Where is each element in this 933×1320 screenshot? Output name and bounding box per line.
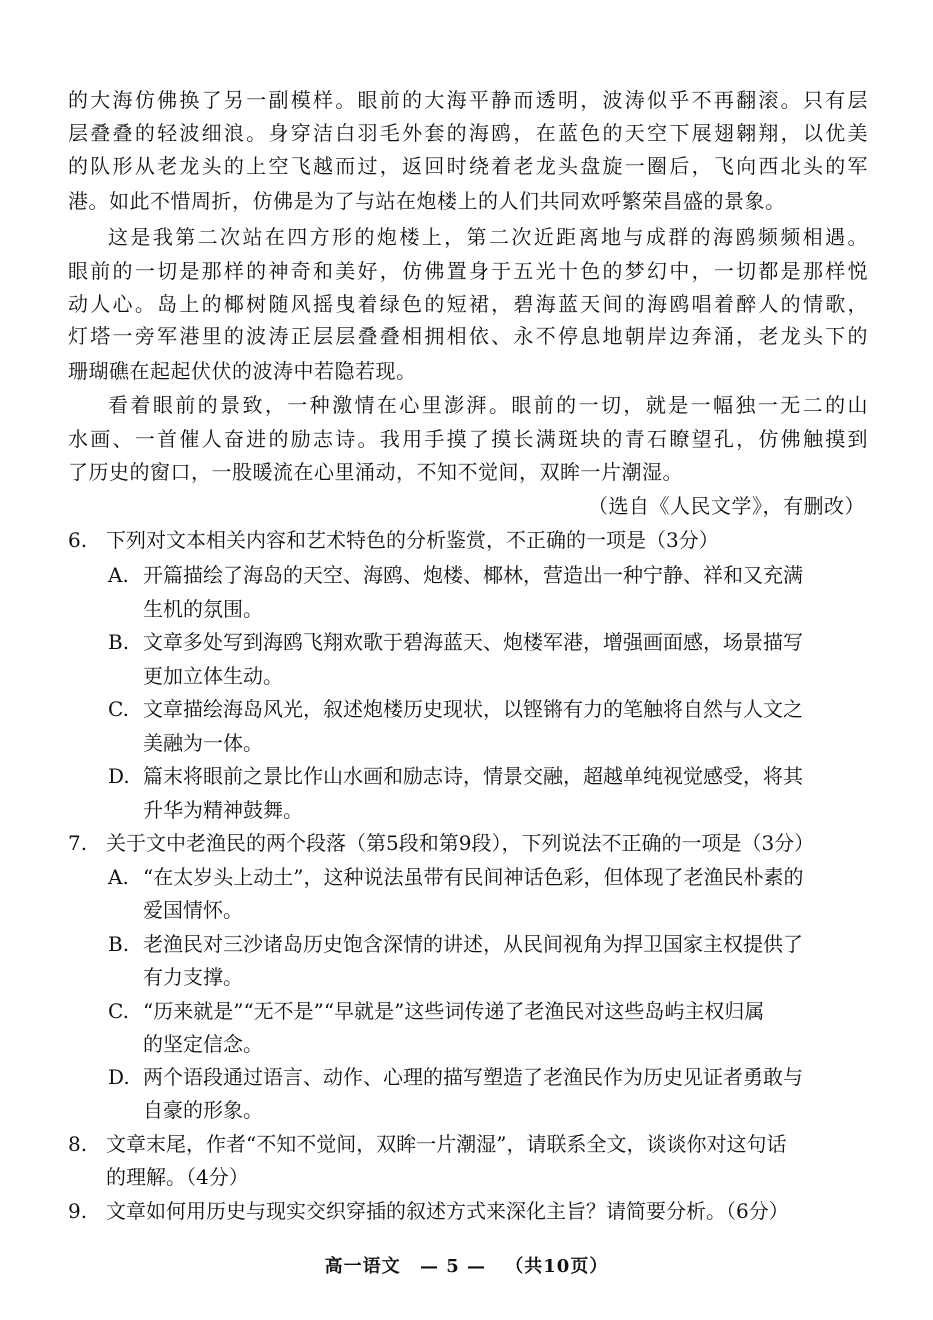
option-text: 文章多处写到海鸥飞翔欢歌于碧海蓝天、炮楼军港，增强画面感，场景描写 [143,630,803,654]
question-text: 文章如何用历史与现实交织穿插的叙述方式来深化主旨？请简要分析。（6分） [106,1199,789,1223]
option-letter: A. [108,563,129,587]
passage-line: 珊瑚礁在起起伏伏的波涛中若隐若现。 [68,359,417,383]
option-text: 更加立体生动。 [143,664,283,688]
passage-line: 的队形从老龙头的上空飞越而过，返回时绕着老龙头盘旋一圈后，飞向西北头的军 [68,154,868,178]
option-letter: C. [108,999,129,1023]
footer-subject: 高一语文 [324,1256,401,1277]
option-text: 自豪的形象。 [143,1098,263,1122]
option-text: “历来就是”“无不是”“早就是”这些词传递了老渔民对这些岛屿主权归属 [143,999,765,1023]
question-number: 8. [68,1132,88,1156]
option-text: 生机的氛围。 [143,597,263,621]
passage-line: 的大海仿佛换了另一副模样。眼前的大海平静而透明，波涛似乎不再翻滚。只有层 [68,88,868,112]
passage-source: （选自《人民文学》，有删改） [588,494,865,518]
option-letter: D. [108,1065,130,1089]
option-text: 升华为精神鼓舞。 [143,798,303,822]
option-text: “在太岁头上动土”，这种说法虽带有民间神话色彩，但体现了老渔民朴素的 [143,865,804,889]
passage-line: 看着眼前的景致，一种激情在心里澎湃。眼前的一切，就是一幅独一无二的山 [108,393,868,417]
option-letter: C. [108,697,129,721]
passage-line: 眼前的一切是那样的神奇和美好，仿佛置身于五光十色的梦幻中，一切都是那样悦 [68,259,868,283]
option-text: 开篇描绘了海岛的天空、海鸥、炮楼、椰林，营造出一种宁静、祥和又充满 [143,563,803,587]
question-number: 9. [68,1199,88,1223]
question-stem: 关于文中老渔民的两个段落（第5段和第9段），下列说法不正确的一项是（3分） [106,831,815,855]
footer-page-number: — 5 — [419,1256,486,1277]
option-text: 文章描绘海岛风光，叙述炮楼历史现状，以铿锵有力的笔触将自然与人文之 [143,697,803,721]
footer-total-pages: （共10页） [505,1256,609,1277]
passage-line: 层叠叠的轻波细浪。身穿洁白羽毛外套的海鸥，在蓝色的天空下展翅翱翔，以优美 [68,121,868,145]
question-text: 文章末尾，作者“不知不觉间，双眸一片潮湿”，请联系全文，谈谈你对这句话 [106,1132,787,1156]
question-number: 7. [68,831,88,855]
option-letter: D. [108,764,130,788]
option-letter: A. [108,865,129,889]
question-stem: 下列对文本相关内容和艺术特色的分析鉴赏，不正确的一项是（3分） [106,528,719,552]
passage-line: 灯塔一旁军港里的波涛正层层叠叠相拥相依、永不停息地朝岸边奔涌，老龙头下的 [68,324,868,348]
option-text: 有力支撑。 [143,965,243,989]
option-text: 篇末将眼前之景比作山水画和励志诗，情景交融，超越单纯视觉感受，将其 [143,764,803,788]
passage-line: 港。如此不惜周折，仿佛是为了与站在炮楼上的人们共同欢呼繁荣昌盛的景象。 [68,189,786,213]
passage-line: 动人心。岛上的椰树随风摇曳着绿色的短裙，碧海蓝天间的海鸥唱着醉人的情歌， [68,292,868,316]
option-text: 的坚定信念。 [143,1032,263,1056]
passage-line: 这是我第二次站在四方形的炮楼上，第二次近距离地与成群的海鸥频频相遇。 [108,225,868,249]
option-text: 美融为一体。 [143,731,263,755]
question-number: 6. [68,528,88,552]
option-letter: B. [108,932,130,956]
question-text: 的理解。（4分） [106,1165,249,1189]
option-letter: B. [108,630,130,654]
passage-line: 水画、一首催人奋进的励志诗。我用手摸了摸长满斑块的青石瞭望孔，仿佛触摸到 [68,427,868,451]
option-text: 爱国情怀。 [143,898,243,922]
page-footer [0,1252,933,1278]
option-text: 两个语段通过语言、动作、心理的描写塑造了老渔民作为历史见证者勇敢与 [143,1065,803,1089]
option-text: 老渔民对三沙诸岛历史饱含深情的讲述，从民间视角为捍卫国家主权提供了 [143,932,803,956]
passage-line: 了历史的窗口，一股暖流在心里涌动，不知不觉间，双眸一片潮湿。 [68,460,683,484]
